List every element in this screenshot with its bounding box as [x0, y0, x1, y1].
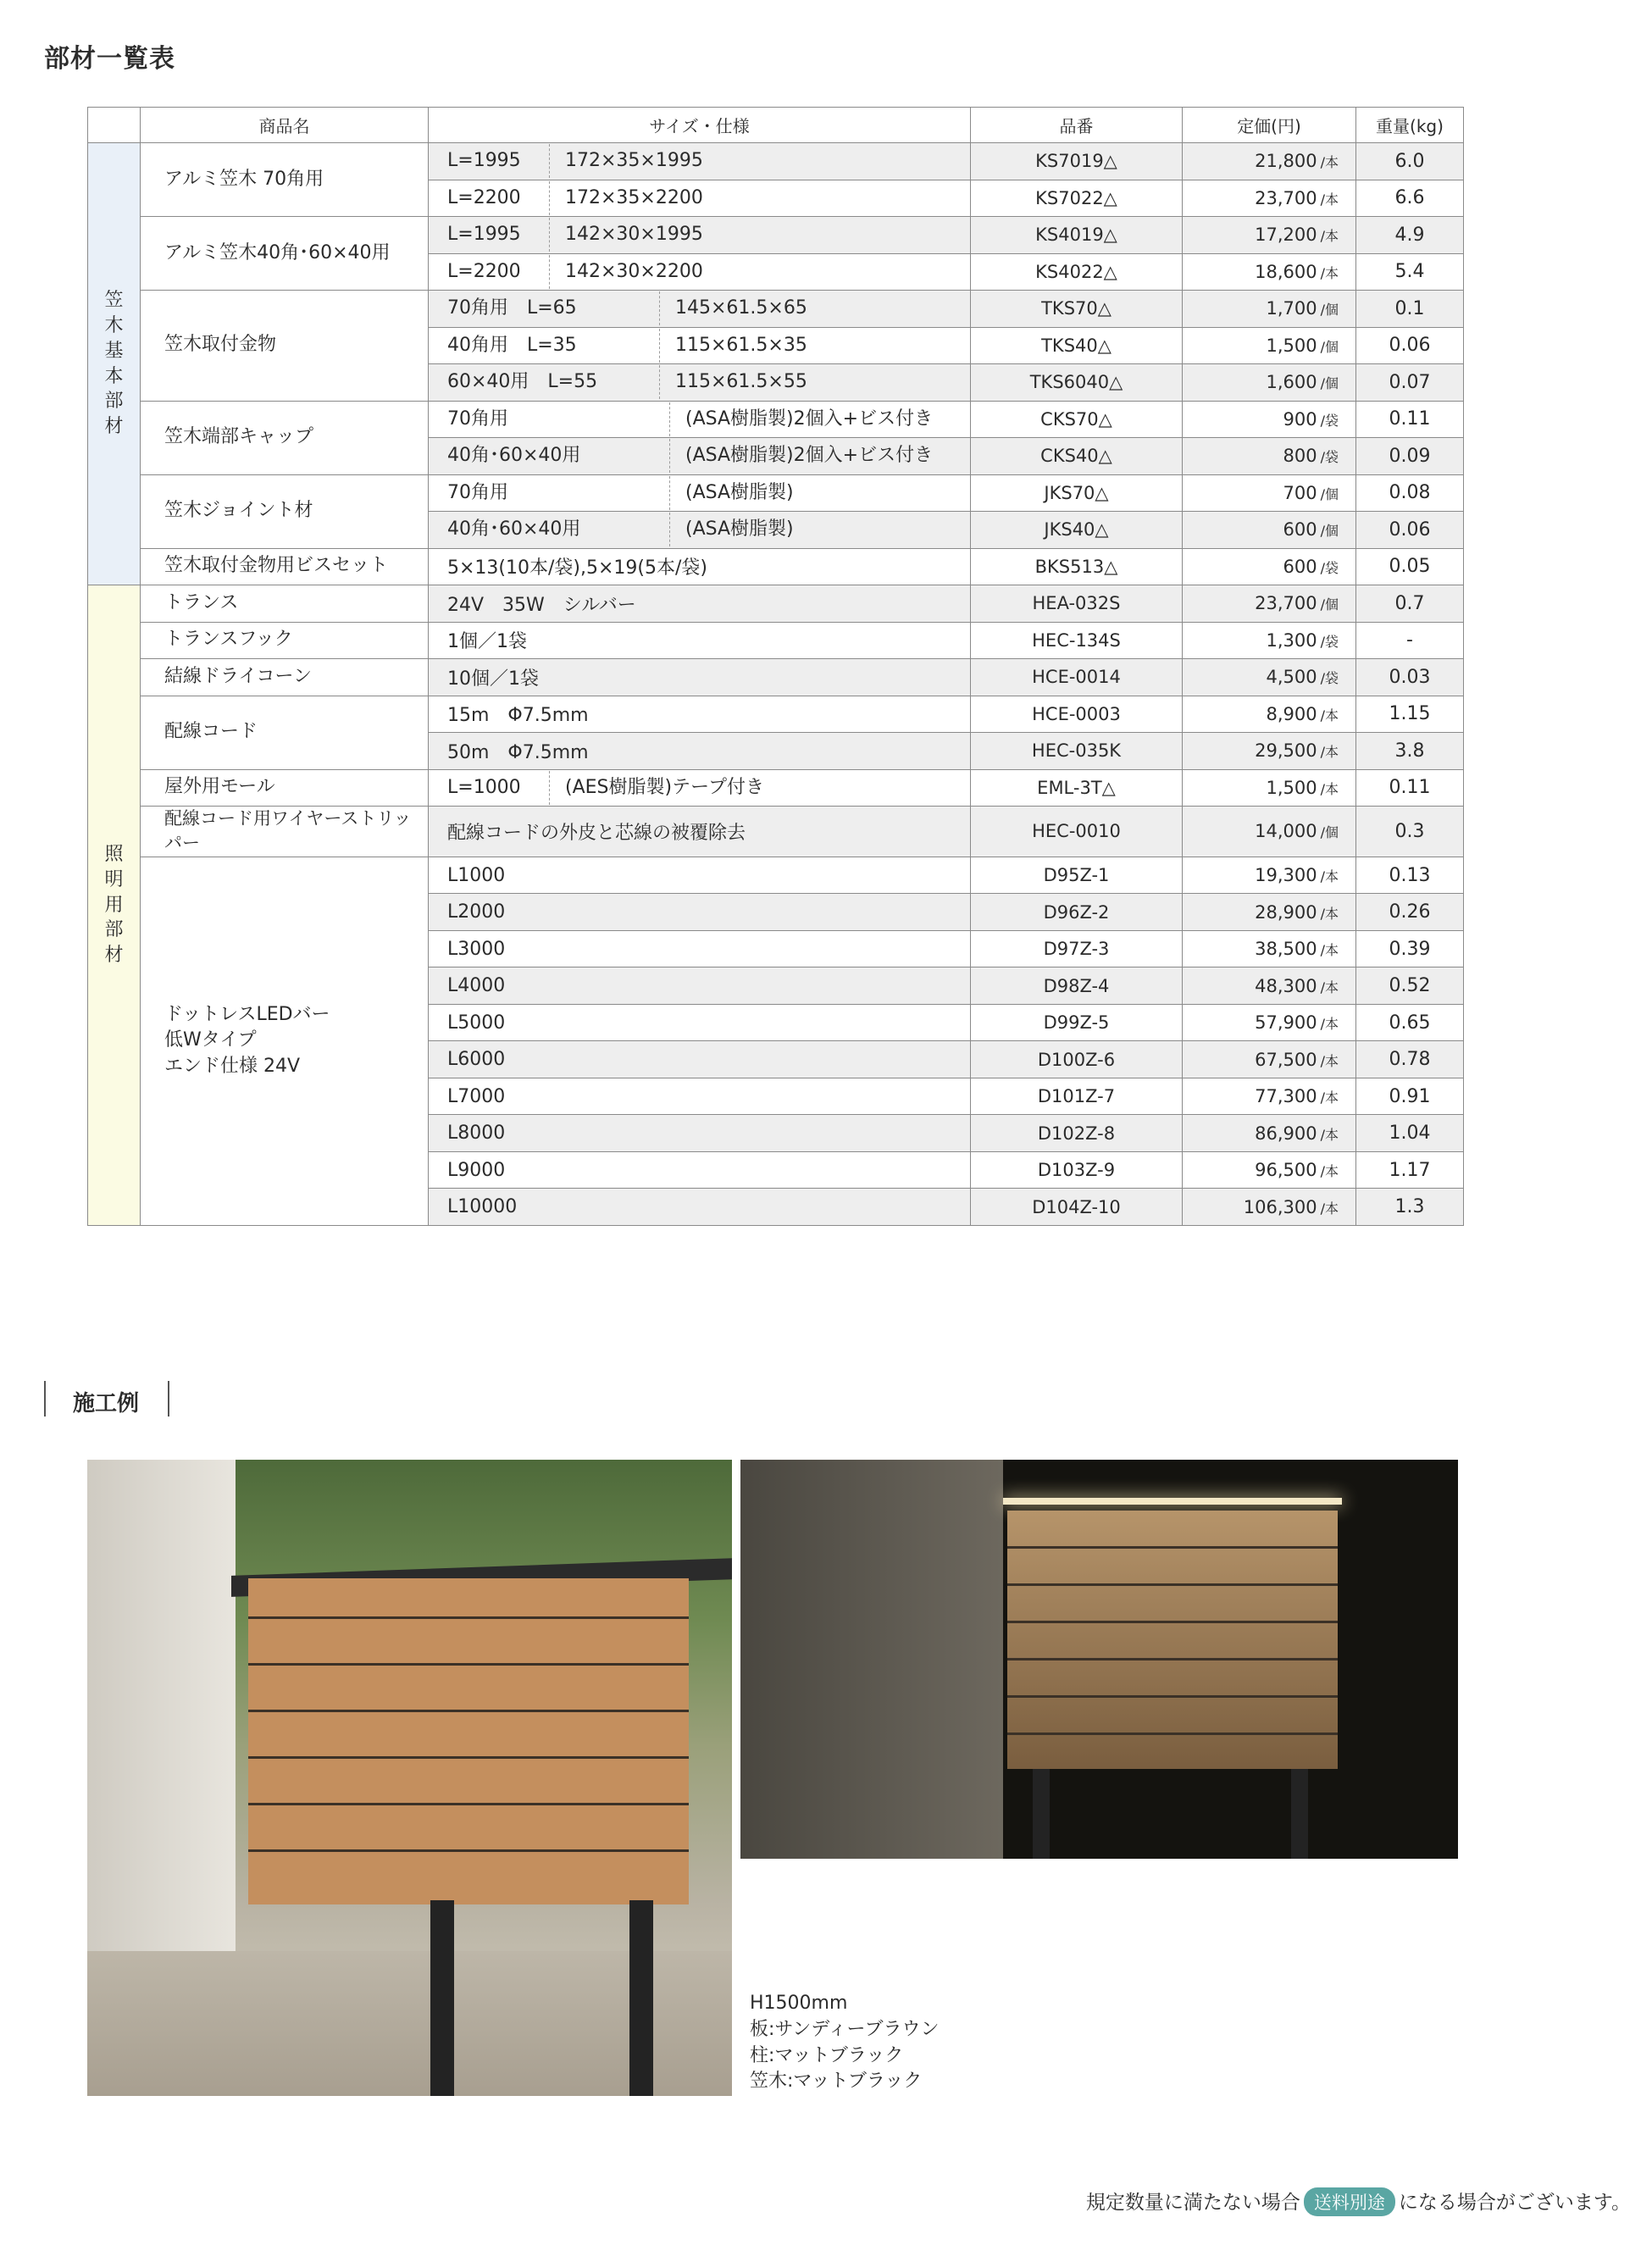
size-cell: 70角用 (ASA樹脂製)2個入+ビス付き: [429, 401, 971, 438]
product-code: JKS70△: [971, 474, 1183, 512]
price-cell: 1,500 /本: [1183, 769, 1356, 807]
size-cell: 10個／1袋: [429, 659, 971, 696]
table-row: [88, 585, 1464, 623]
price-cell: 57,900 /本: [1183, 1004, 1356, 1041]
size-cell: 5×13(10本/袋),5×19(5本/袋): [429, 548, 971, 585]
size-cell: L6000: [429, 1041, 971, 1078]
price-cell: 18,600 /本: [1183, 253, 1356, 291]
weight-cell: 0.07: [1356, 364, 1464, 402]
shipping-note: 規定数量に満たない場合 送料別途 になる場合がございます。: [1086, 2187, 1631, 2216]
product-name: アルミ笠木40角･60×40用: [141, 217, 429, 291]
table-row: [88, 659, 1464, 696]
page-title: 部材一覧表: [44, 44, 175, 74]
product-code: HEA-032S: [971, 585, 1183, 623]
weight-cell: 0.11: [1356, 769, 1464, 807]
product-name: 配線コード: [141, 696, 429, 769]
price-cell: 4,500 /袋: [1183, 659, 1356, 696]
price-cell: 106,300 /本: [1183, 1189, 1356, 1226]
product-code: D98Z-4: [971, 967, 1183, 1005]
table-row: [88, 696, 1464, 733]
size-cell: L=2200 172×35×2200: [429, 180, 971, 217]
price-cell: 48,300 /本: [1183, 967, 1356, 1005]
size-cell: 配線コードの外皮と芯線の被覆除去: [429, 807, 971, 857]
product-code: D102Z-8: [971, 1115, 1183, 1152]
weight-cell: 0.39: [1356, 930, 1464, 967]
product-name: アルミ笠木 70角用: [141, 143, 429, 217]
product-code: KS7022△: [971, 180, 1183, 217]
price-cell: 900 /袋: [1183, 401, 1356, 438]
price-cell: 77,300 /本: [1183, 1078, 1356, 1115]
size-cell: 70角用 (ASA樹脂製): [429, 474, 971, 512]
section-divider: [168, 1381, 169, 1417]
price-cell: 1,500 /個: [1183, 327, 1356, 364]
price-cell: 21,800 /本: [1183, 143, 1356, 180]
price-cell: 600 /個: [1183, 512, 1356, 549]
weight-cell: 0.52: [1356, 967, 1464, 1005]
price-cell: 23,700 /本: [1183, 180, 1356, 217]
product-code: D104Z-10: [971, 1189, 1183, 1226]
product-code: HEC-0010: [971, 807, 1183, 857]
weight-cell: 0.65: [1356, 1004, 1464, 1041]
section-title: 施工例: [73, 1391, 140, 1417]
product-code: CKS70△: [971, 401, 1183, 438]
product-code: D97Z-3: [971, 930, 1183, 967]
size-cell: 40角･60×40用 (ASA樹脂製): [429, 512, 971, 549]
daytime-fence-photo: [87, 1460, 732, 2096]
price-cell: 8,900 /本: [1183, 696, 1356, 733]
product-code: TKS40△: [971, 327, 1183, 364]
product-code: HEC-134S: [971, 622, 1183, 659]
weight-cell: 0.91: [1356, 1078, 1464, 1115]
product-code: TKS70△: [971, 291, 1183, 328]
section-divider: [44, 1381, 46, 1417]
weight-cell: -: [1356, 622, 1464, 659]
house-wall: [740, 1460, 1003, 1859]
size-cell: L5000: [429, 1004, 971, 1041]
price-cell: 17,200 /本: [1183, 217, 1356, 254]
product-code: HEC-035K: [971, 733, 1183, 770]
size-cell: L=1995 172×35×1995: [429, 143, 971, 180]
fence-post: [430, 1900, 454, 2096]
size-cell: L7000: [429, 1078, 971, 1115]
weight-cell: 6.6: [1356, 180, 1464, 217]
price-cell: 67,500 /本: [1183, 1041, 1356, 1078]
product-name: 屋外用モール: [141, 769, 429, 807]
photo-caption: H1500mm 板:サンディーブラウン 柱:マットブラック 笠木:マットブラック: [750, 1993, 940, 2093]
header-name: 商品名: [141, 108, 429, 143]
price-cell: 700 /個: [1183, 474, 1356, 512]
size-cell: L9000: [429, 1151, 971, 1189]
size-cell: L2000: [429, 894, 971, 931]
product-code: D100Z-6: [971, 1041, 1183, 1078]
size-cell: L=1995 142×30×1995: [429, 217, 971, 254]
header-size: サイズ・仕様: [429, 108, 971, 143]
size-cell: L=2200 142×30×2200: [429, 253, 971, 291]
header-price: 定価(円): [1183, 108, 1356, 143]
price-cell: 800 /袋: [1183, 438, 1356, 475]
product-name: ドットレスLEDバー 低Wタイプ エンド仕様 24V: [141, 857, 429, 1225]
price-cell: 1,600 /個: [1183, 364, 1356, 402]
weight-cell: 1.17: [1356, 1151, 1464, 1189]
price-cell: 14,000 /個: [1183, 807, 1356, 857]
product-name: トランスフック: [141, 622, 429, 659]
product-code: D99Z-5: [971, 1004, 1183, 1041]
header-code: 品番: [971, 108, 1183, 143]
size-cell: L=1000 (AES樹脂製)テープ付き: [429, 769, 971, 807]
table-row: [88, 474, 1464, 512]
table-row: [88, 401, 1464, 438]
product-code: JKS40△: [971, 512, 1183, 549]
weight-cell: 0.1: [1356, 291, 1464, 328]
weight-cell: 0.03: [1356, 659, 1464, 696]
size-cell: 70角用 L=65 145×61.5×65: [429, 291, 971, 328]
weight-cell: 0.05: [1356, 548, 1464, 585]
product-code: D96Z-2: [971, 894, 1183, 931]
table-row: [88, 217, 1464, 254]
header-weight: 重量(kg): [1356, 108, 1464, 143]
table-row: [88, 548, 1464, 585]
size-cell: L4000: [429, 967, 971, 1005]
size-cell: L1000: [429, 857, 971, 894]
table-row: [88, 807, 1464, 857]
price-cell: 23,700 /個: [1183, 585, 1356, 623]
table-header-row: [88, 108, 1464, 143]
fence-panel: [1007, 1511, 1338, 1769]
fence-post: [1033, 1769, 1050, 1859]
weight-cell: 0.11: [1356, 401, 1464, 438]
size-cell: 40角･60×40用 (ASA樹脂製)2個入+ビス付き: [429, 438, 971, 475]
product-code: CKS40△: [971, 438, 1183, 475]
price-cell: 86,900 /本: [1183, 1115, 1356, 1152]
weight-cell: 1.3: [1356, 1189, 1464, 1226]
price-cell: 1,300 /袋: [1183, 622, 1356, 659]
weight-cell: 4.9: [1356, 217, 1464, 254]
table-row: [88, 769, 1464, 807]
product-code: D101Z-7: [971, 1078, 1183, 1115]
fence-panel: [248, 1578, 689, 1904]
weight-cell: 0.13: [1356, 857, 1464, 894]
price-cell: 1,700 /個: [1183, 291, 1356, 328]
weight-cell: 0.06: [1356, 512, 1464, 549]
category-lighting: 照明用部材: [88, 585, 141, 1226]
weight-cell: 0.08: [1356, 474, 1464, 512]
price-cell: 96,500 /本: [1183, 1151, 1356, 1189]
parts-table: [87, 107, 1464, 1226]
size-cell: 24V 35W シルバー: [429, 585, 971, 623]
size-cell: L8000: [429, 1115, 971, 1152]
weight-cell: 0.06: [1356, 327, 1464, 364]
house-wall: [87, 1460, 236, 1951]
size-cell: 60×40用 L=55 115×61.5×55: [429, 364, 971, 402]
table-row: [88, 291, 1464, 328]
table-row: [88, 143, 1464, 180]
product-code: D95Z-1: [971, 857, 1183, 894]
weight-cell: 3.8: [1356, 733, 1464, 770]
price-cell: 19,300 /本: [1183, 857, 1356, 894]
product-name: 笠木ジョイント材: [141, 474, 429, 548]
weight-cell: 5.4: [1356, 253, 1464, 291]
weight-cell: 1.15: [1356, 696, 1464, 733]
size-cell: 40角用 L=35 115×61.5×35: [429, 327, 971, 364]
price-cell: 38,500 /本: [1183, 930, 1356, 967]
header-empty: [88, 108, 141, 143]
product-name: 笠木取付金物用ビスセット: [141, 548, 429, 585]
shipping-badge: 送料別途: [1304, 2187, 1395, 2216]
table-row: [88, 857, 1464, 894]
product-name: 笠木端部キャップ: [141, 401, 429, 474]
price-cell: 28,900 /本: [1183, 894, 1356, 931]
weight-cell: 1.04: [1356, 1115, 1464, 1152]
product-name: 笠木取付金物: [141, 291, 429, 402]
product-name: 配線コード用ワイヤーストリッパー: [141, 807, 429, 857]
table-row: [88, 622, 1464, 659]
product-code: HCE-0003: [971, 696, 1183, 733]
weight-cell: 0.7: [1356, 585, 1464, 623]
weight-cell: 0.3: [1356, 807, 1464, 857]
price-cell: 29,500 /本: [1183, 733, 1356, 770]
size-cell: 50m Φ7.5mm: [429, 733, 971, 770]
weight-cell: 0.78: [1356, 1041, 1464, 1078]
size-cell: L3000: [429, 930, 971, 967]
led-bar: [1003, 1498, 1342, 1505]
fence-post: [629, 1900, 653, 2096]
product-code: KS7019△: [971, 143, 1183, 180]
price-cell: 600 /袋: [1183, 548, 1356, 585]
category-kasagi: 笠木基本部材: [88, 143, 141, 585]
product-code: KS4022△: [971, 253, 1183, 291]
size-cell: L10000: [429, 1189, 971, 1226]
weight-cell: 0.26: [1356, 894, 1464, 931]
size-cell: 15m Φ7.5mm: [429, 696, 971, 733]
product-code: HCE-0014: [971, 659, 1183, 696]
product-code: D103Z-9: [971, 1151, 1183, 1189]
weight-cell: 6.0: [1356, 143, 1464, 180]
product-code: TKS6040△: [971, 364, 1183, 402]
product-name: 結線ドライコーン: [141, 659, 429, 696]
weight-cell: 0.09: [1356, 438, 1464, 475]
product-code: BKS513△: [971, 548, 1183, 585]
size-cell: 1個／1袋: [429, 622, 971, 659]
night-fence-photo: [740, 1460, 1458, 1859]
fence-post: [1291, 1769, 1308, 1859]
product-code: EML-3T△: [971, 769, 1183, 807]
product-code: KS4019△: [971, 217, 1183, 254]
product-name: トランス: [141, 585, 429, 623]
